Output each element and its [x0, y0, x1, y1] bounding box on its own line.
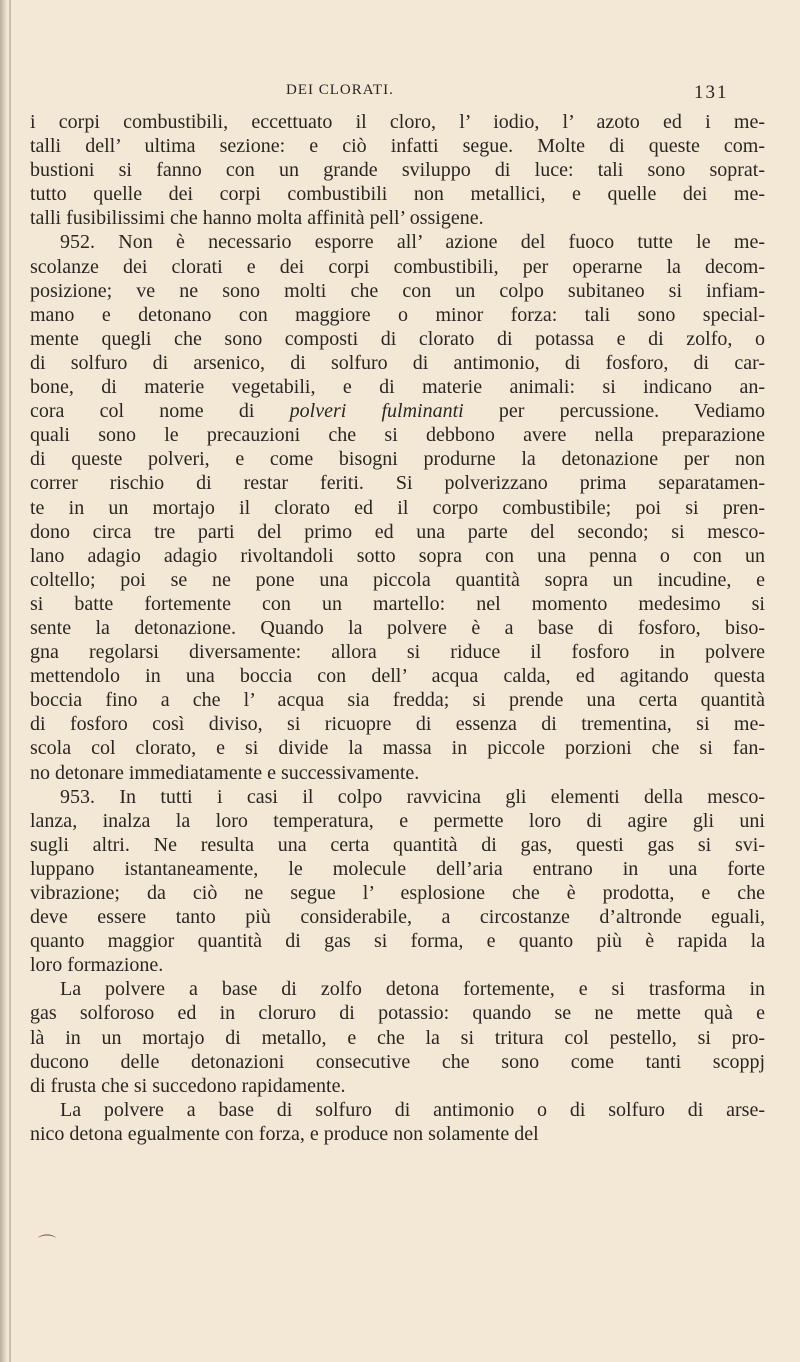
text-line: La polvere a base di solfuro di antimonio o di solfuro di arse-	[60, 1098, 765, 1121]
text-line: correr rischio di restar feriti. Si polverizzano prima separatamen-	[30, 472, 765, 495]
page-number: 131	[694, 82, 729, 103]
text-segment: per percussione. Vediamo	[463, 400, 765, 423]
text-line: bone, di materie vegetabili, e di materie animali: si indicano an-	[30, 376, 765, 399]
text-line: La polvere a base di zolfo detona fortemente, e si trasforma in	[60, 978, 765, 1001]
text-line: scola col clorato, e si divide la massa in piccole porzioni che si fan-	[30, 737, 765, 760]
text-line: quanto maggior quantità di gas si forma, e quanto più è rapida la	[30, 930, 765, 953]
text-line: mente quegli che sono composti di clorato di potassa e di zolfo, o	[30, 327, 765, 350]
text-line: boccia fino a che l’ acqua sia fredda; si prende una certa quantità	[30, 689, 765, 712]
text-line: vibrazione; da ciò ne segue l’ esplosione che è prodotta, e che	[30, 882, 765, 904]
text-line: sugli altri. Ne resulta una certa quantità di gas, questi gas si svi-	[30, 833, 765, 856]
text-line: di queste polveri, e come bisogni produrne la detonazione per non	[30, 448, 765, 471]
text-line: sente la detonazione. Quando la polvere è a base di fosforo, biso-	[30, 616, 765, 639]
text-line: lanza, inalza la loro temperatura, e permette loro di agire gli uni	[30, 809, 765, 832]
text-line: si batte fortemente con un martello: nel momento medesimo si	[30, 592, 765, 615]
text-line: no detonare immediatamente e successivamente.	[30, 761, 420, 784]
text-line: nico detona egualmente con forza, e produce non solamente del	[30, 1122, 539, 1145]
text-line: 953. In tutti i casi il colpo ravvicina gli elementi della mesco-	[60, 785, 765, 808]
text-segment: cora col nome di	[30, 400, 290, 423]
text-line: là in un mortajo di metallo, e che la si tritura col pestello, si pro-	[30, 1026, 765, 1049]
text-line: dono circa tre parti del primo ed una parte del secondo; si mesco-	[30, 520, 765, 543]
handwritten-mark: ⌒	[38, 1234, 56, 1254]
body-text	[30, 110, 765, 1146]
text-line: gna regolarsi diversamente: allora si riduce il fosforo in polvere	[30, 641, 765, 664]
text-line: posizione; ve ne sono molti che con un colpo subitaneo si infiam-	[30, 279, 765, 302]
text-line: deve essere tanto più considerabile, a circostanze d’altronde eguali,	[30, 906, 765, 929]
book-binding-edge	[0, 0, 7, 1362]
text-line: talli dell’ ultima sezione: e ciò infatti segue. Molte di queste com-	[30, 135, 765, 158]
text-line: di frusta che si succedono rapidamente.	[30, 1074, 346, 1097]
text-line: mettendolo in una boccia con dell’ acqua calda, ed agitando questa	[30, 665, 765, 688]
text-line: di fosforo così diviso, si ricuopre di essenza di trementina, si me-	[30, 713, 765, 736]
text-line: luppano istantaneamente, le molecule dell’aria entrano in una forte	[30, 857, 765, 880]
page-header	[0, 82, 800, 106]
text-line: te in un mortajo il clorato ed il corpo combustibile; poi si pren-	[30, 496, 765, 519]
text-line: quali sono le precauzioni che si debbono avere nella preparazione	[30, 424, 765, 447]
text-line: coltello; poi se ne pone una piccola quantità sopra un incudine, e	[30, 568, 765, 591]
text-line: lano adagio adagio rivoltandoli sotto sopra con una penna o con un	[30, 544, 765, 567]
text-line: scolanze dei clorati e dei corpi combustibili, per operarne la decom-	[30, 255, 765, 278]
text-line: i corpi combustibili, eccettuato il cloro, l’ iodio, l’ azoto ed i me-	[30, 111, 765, 133]
text-line	[30, 399, 765, 423]
running-title: DEI CLORATI.	[286, 82, 394, 98]
binding-line	[9, 0, 11, 1362]
text-line: talli fusibilissimi che hanno molta affinità pell’ ossigene.	[30, 207, 484, 230]
text-line: gas solforoso ed in cloruro di potassio: quando se ne mette quà e	[30, 1002, 765, 1025]
text-line: loro formazione.	[30, 954, 164, 977]
text-line: mano e detonano con maggiore o minor forza: tali sono special-	[30, 303, 765, 326]
text-line: 952. Non è necessario esporre all’ azione del fuoco tutte le me-	[60, 231, 765, 254]
text-line: tutto quelle dei corpi combustibili non metallici, e quelle dei me-	[30, 183, 765, 206]
text-line: ducono delle detonazioni consecutive che sono come tanti scoppj	[30, 1050, 765, 1073]
italic-term: polveri fulminanti	[289, 400, 464, 423]
text-line: di solfuro di arsenico, di solfuro di antimonio, di fosforo, di car-	[30, 351, 765, 374]
text-line: bustioni si fanno con un grande sviluppo di luce: tali sono soprat-	[30, 159, 765, 182]
